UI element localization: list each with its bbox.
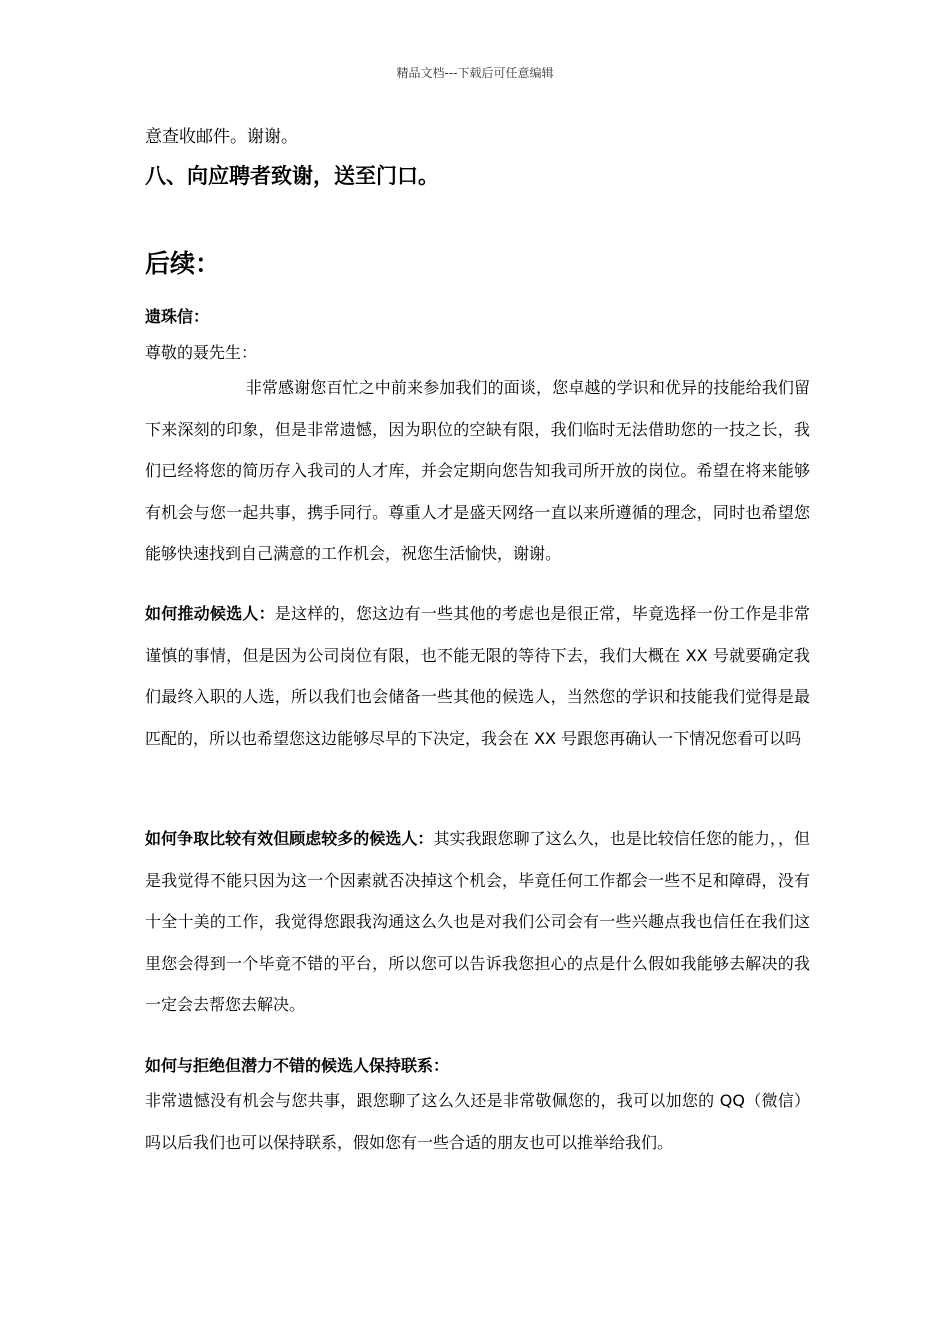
followup-heading: 后续： (145, 249, 221, 278)
hesitant-candidate-section (145, 818, 810, 1026)
push-candidate-section (145, 593, 810, 759)
keep-contact-section (145, 1080, 810, 1163)
hesitant-candidate-text: 其实我跟您聊了这么久，也是比较信任您的能力，，但是我觉得不能只因为这一个因素就否决掉这个机会，毕竟任何工作都会一些不足和障碍，没有十全十美的工作，我觉得您跟我沟通这么久也是对我们公司会有一些兴趣点我也信任在我们这里您会得到一个毕竟不错的平台，所以您可以告诉我您担心的点是什么假如我能够去解决的我一定会去帮您去解决。 (145, 829, 810, 1014)
keep-contact-text: 非常遗憾没有机会与您共事，跟您聊了这么久还是非常敬佩您的，我可以加您的 QQ（微信）吗以后我们也可以保持联系，假如您有一些合适的朋友也可以推举给我们。 (145, 1091, 810, 1152)
rejection-body-text: 非常感谢您百忙之中前来参加我们的面谈，您卓越的学识和优异的技能给我们留下来深刻的印象，但是非常遗憾，因为职位的空缺有限，我们临时无法借助您的一技之长，我们已经将您的简历存入我司的人才库，并会定期向您告知我司所开放的岗位。希望在将来能够有机会与您一起共事，携手同行。尊重人才是盛天网络一直以来所遵循的理念，同时也希望您能够快速找到自己满意的工作机会，祝您生活愉快，谢谢。 (145, 378, 810, 563)
step-8-heading: 八、向应聘者致谢，送至门口。 (145, 164, 439, 188)
keep-contact-label: 如何与拒绝但潜力不错的候选人保持联系： (145, 1056, 450, 1075)
rejection-letter-label: 遗珠信： (145, 307, 210, 326)
hesitant-candidate-label: 如何争取比较有效但顾虑较多的候选人： (145, 829, 434, 848)
lead-text: 意查收邮件。谢谢。 (145, 127, 298, 147)
push-candidate-label: 如何推动候选人： (145, 604, 275, 623)
page-header: 精品文档---下载后可任意编辑 (396, 66, 554, 80)
rejection-salutation: 尊敬的聂先生： (145, 343, 258, 362)
push-candidate-text: 是这样的，您这边有一些其他的考虑也是很正常，毕竟选择一份工作是非常谨慎的事情，但是因为公司岗位有限，也不能无限的等待下去，我们大概在 XX 号就要确定我们最终入职的人选，所以我们也会储备一些其他的候选人，当然您的学识和技能我们觉得是最匹配的，所以也希望您这边能够尽早的下决定，我会在 XX 号跟您再确认一下情况您看可以吗 (145, 604, 810, 748)
rejection-letter-body (145, 367, 810, 575)
